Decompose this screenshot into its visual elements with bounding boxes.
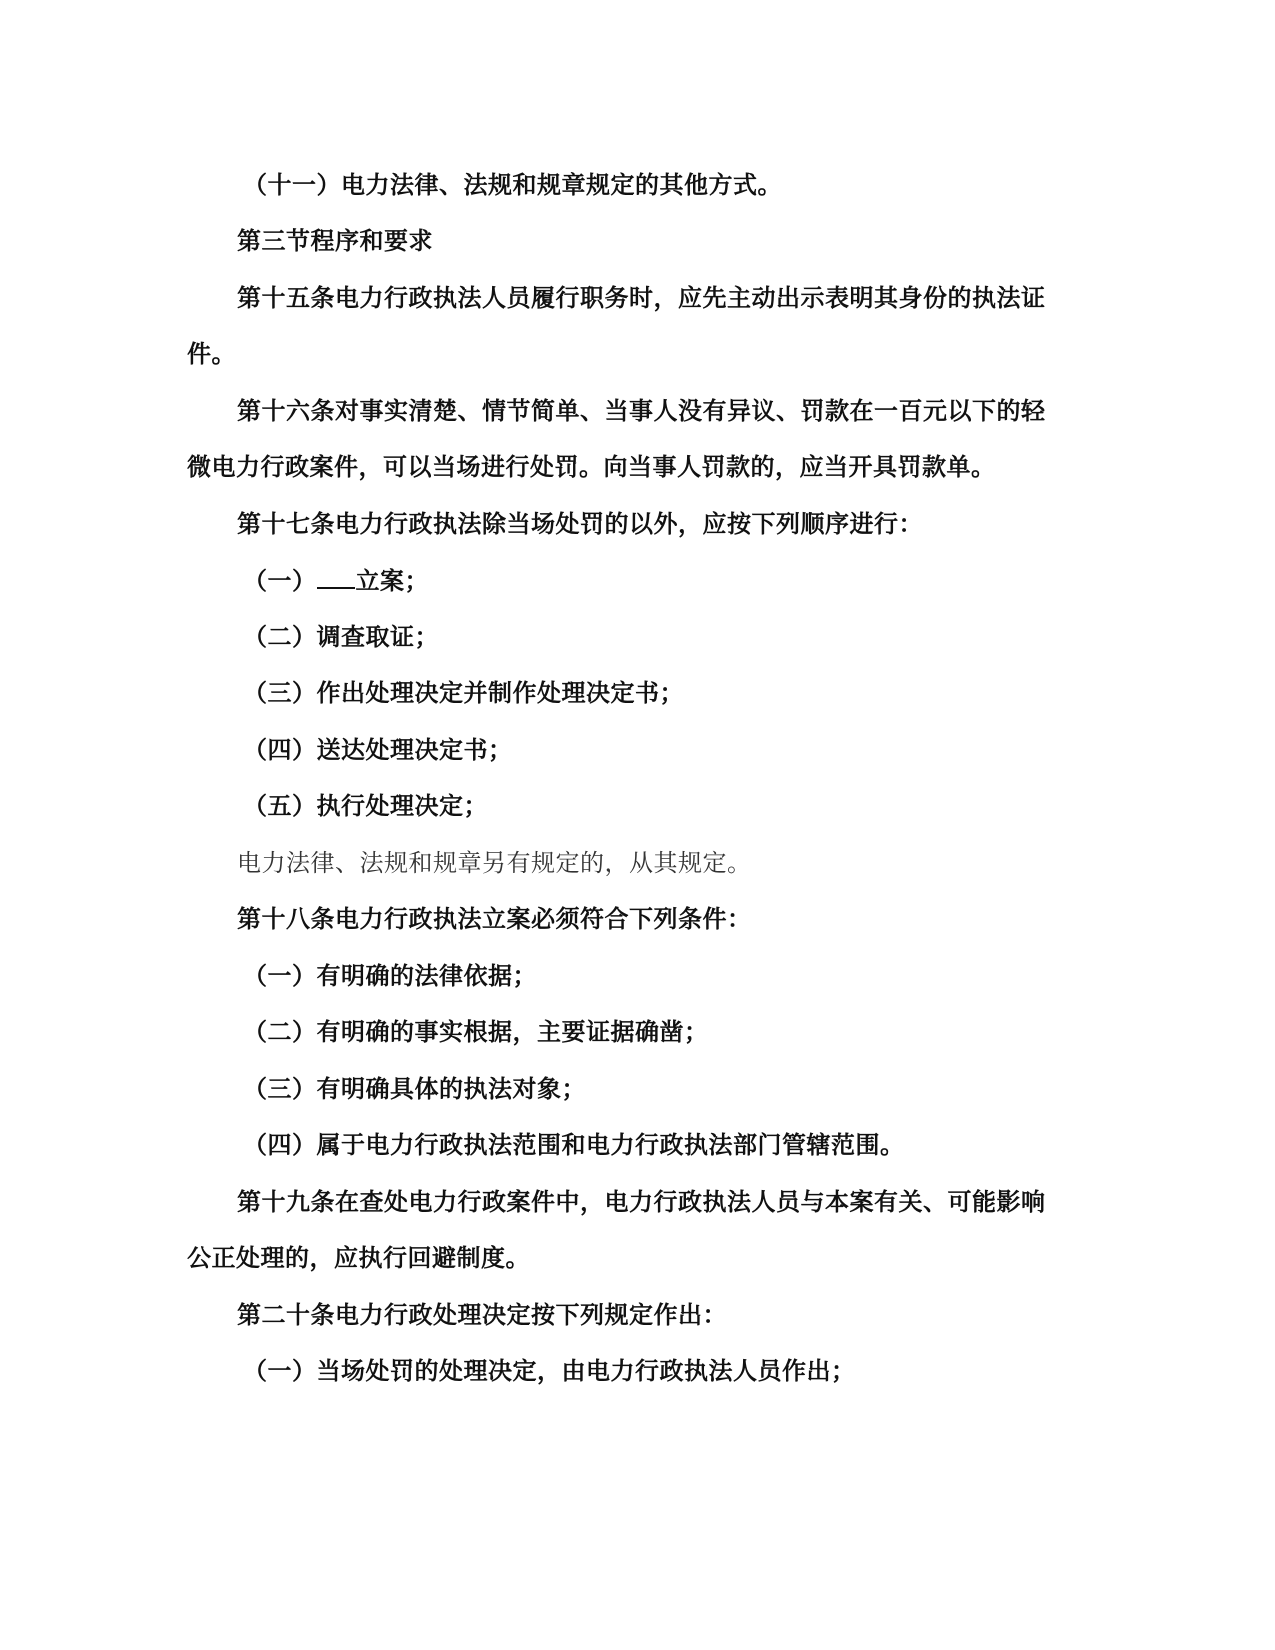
article-20-line-1: 第二十条电力行政处理决定按下列规定作出： xyxy=(237,1300,727,1329)
article-16-line-2: 微电力行政案件，可以当场进行处罚。向当事人罚款的，应当开具罚款单。 xyxy=(187,452,996,481)
article-17-line-1: 第十七条电力行政执法除当场处罚的以外，应按下列顺序进行： xyxy=(237,509,923,538)
list-item-text: 立案； xyxy=(355,566,429,595)
list-item-other-methods: （十一）电力法律、法规和规章规定的其他方式。 xyxy=(243,170,782,199)
article-18-line-1: 第十八条电力行政执法立案必须符合下列条件： xyxy=(237,904,752,933)
list-item-specific-target: （三）有明确具体的执法对象； xyxy=(243,1074,586,1103)
article-16-line-1: 第十六条对事实清楚、情节简单、当事人没有异议、罚款在一百元以下的轻 xyxy=(237,396,1046,425)
list-item-deliver-decision: （四）送达处理决定书； xyxy=(243,735,513,764)
underline-blank xyxy=(317,565,355,589)
list-item-on-site-decision: （一）当场处罚的处理决定，由电力行政执法人员作出； xyxy=(243,1356,856,1385)
section-heading: 第三节程序和要求 xyxy=(237,226,433,255)
list-item-register-case xyxy=(243,565,429,596)
list-item-execute-decision: （五）执行处理决定； xyxy=(243,791,488,820)
other-provisions-note: 电力法律、法规和规章另有规定的，从其规定。 xyxy=(237,849,752,877)
list-item-investigate: （二）调查取证； xyxy=(243,622,439,651)
article-19-line-1: 第十九条在查处电力行政案件中，电力行政执法人员与本案有关、可能影响 xyxy=(237,1187,1046,1216)
article-19-line-2: 公正处理的，应执行回避制度。 xyxy=(187,1243,530,1272)
list-item-number: （一） xyxy=(243,566,317,595)
article-15-line-1: 第十五条电力行政执法人员履行职务时，应先主动出示表明其身份的执法证 xyxy=(237,283,1046,312)
article-15-line-2: 件。 xyxy=(187,339,236,368)
list-item-factual-basis: （二）有明确的事实根据，主要证据确凿； xyxy=(243,1017,709,1046)
list-item-jurisdiction: （四）属于电力行政执法范围和电力行政执法部门管辖范围。 xyxy=(243,1130,905,1159)
list-item-legal-basis: （一）有明确的法律依据； xyxy=(243,961,537,990)
list-item-make-decision: （三）作出处理决定并制作处理决定书； xyxy=(243,678,684,707)
